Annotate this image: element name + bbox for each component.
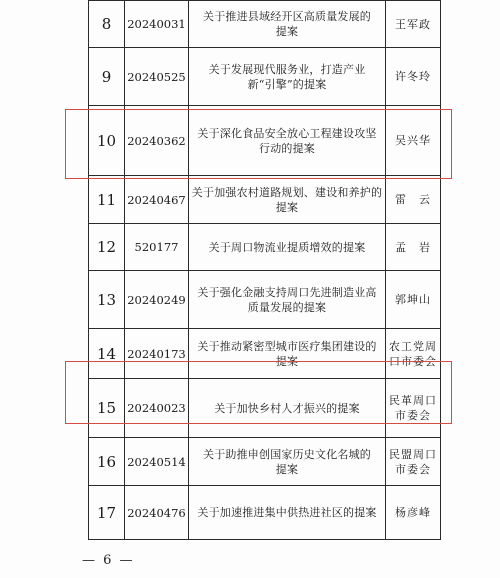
title-line: 关于助推申创国家历史文化名城的 <box>203 447 371 461</box>
proposer-line: 口市委会 <box>389 354 437 368</box>
proposal-code: 20240514 <box>125 438 189 486</box>
proposer-name: 王军政 <box>386 1 441 48</box>
table-row <box>89 486 441 540</box>
title-line: 关于推动紧密型城市医疗集团建设的 <box>197 339 377 353</box>
row-number: 11 <box>89 176 125 224</box>
title-line: 关于强化金融支持周口先进制造业高 <box>197 285 377 299</box>
row-number: 16 <box>89 438 125 486</box>
proposal-title <box>189 1 386 48</box>
proposal-code: 20240525 <box>125 48 189 106</box>
table-row <box>89 176 441 224</box>
proposer-line: 市委会 <box>395 409 431 422</box>
table-row <box>89 379 441 438</box>
row-number: 15 <box>89 379 125 438</box>
proposal-table <box>88 0 441 540</box>
title-line: 关于发展现代服务业，打造产业 <box>208 62 366 76</box>
proposer-name: 吴兴华 <box>386 106 441 176</box>
table-row <box>89 1 441 48</box>
table-row <box>89 224 441 271</box>
row-number: 10 <box>89 106 125 176</box>
proposer-line: 民盟周口 <box>389 447 437 461</box>
proposal-code: 20240031 <box>125 1 189 48</box>
title-line: 关于加强农村道路规划、建设和养护的 <box>191 185 383 199</box>
proposer-name <box>386 329 441 379</box>
proposer-name <box>386 438 441 486</box>
proposer-name: 许冬玲 <box>386 48 441 106</box>
proposal-code: 20240023 <box>125 379 189 438</box>
proposal-title <box>189 106 386 176</box>
proposal-title <box>189 271 386 329</box>
proposal-code: 20240249 <box>125 271 189 329</box>
proposal-title <box>189 486 386 540</box>
proposer-name <box>386 379 441 438</box>
proposal-title <box>189 379 386 438</box>
title-line: 提案 <box>275 25 299 38</box>
proposer-line: 农工党周 <box>389 339 437 353</box>
proposal-code: 20240362 <box>125 106 189 176</box>
proposal-title <box>189 176 386 224</box>
row-number: 9 <box>89 48 125 106</box>
proposer-line: 民革周口 <box>389 394 437 407</box>
table-row <box>89 438 441 486</box>
proposer-name: 杨彦峰 <box>386 486 441 540</box>
page-number: — 6 — <box>82 553 135 568</box>
proposal-title <box>189 329 386 379</box>
row-number: 8 <box>89 1 125 48</box>
table-row <box>89 48 441 106</box>
proposal-code: 20240173 <box>125 329 189 379</box>
row-number: 13 <box>89 271 125 329</box>
row-number: 17 <box>89 486 125 540</box>
title-line: 提案 <box>275 200 299 214</box>
proposer-line: 市委会 <box>395 462 431 476</box>
title-line: 提案 <box>275 462 299 476</box>
proposal-code: 20240476 <box>125 486 189 540</box>
proposer-name: 孟 岩 <box>386 224 441 271</box>
table-row <box>89 271 441 329</box>
title-line: 质量发展的提案 <box>247 300 327 314</box>
row-number: 12 <box>89 224 125 271</box>
title-line: 行动的提案 <box>259 141 315 155</box>
title-line: 提案 <box>275 354 299 368</box>
title-line: 新“引擎”的提案 <box>247 77 327 91</box>
proposal-title <box>189 48 386 106</box>
row-number: 14 <box>89 329 125 379</box>
proposal-title <box>189 438 386 486</box>
table-row <box>89 106 441 176</box>
proposer-name: 郭坤山 <box>386 271 441 329</box>
title-line: 关于周口物流业提质增效的提案 <box>208 240 366 254</box>
proposal-code: 20240467 <box>125 176 189 224</box>
title-line: 关于加速推进集中供热进社区的提案 <box>197 506 377 519</box>
proposal-code: 520177 <box>125 224 189 271</box>
proposer-name: 雷 云 <box>386 176 441 224</box>
title-line: 关于加快乡村人才振兴的提案 <box>214 401 360 415</box>
proposal-title <box>189 224 386 271</box>
title-line: 关于深化食品安全放心工程建设攻坚 <box>197 126 377 140</box>
title-line: 关于推进县域经开区高质量发展的 <box>203 10 371 23</box>
table-row <box>89 329 441 379</box>
